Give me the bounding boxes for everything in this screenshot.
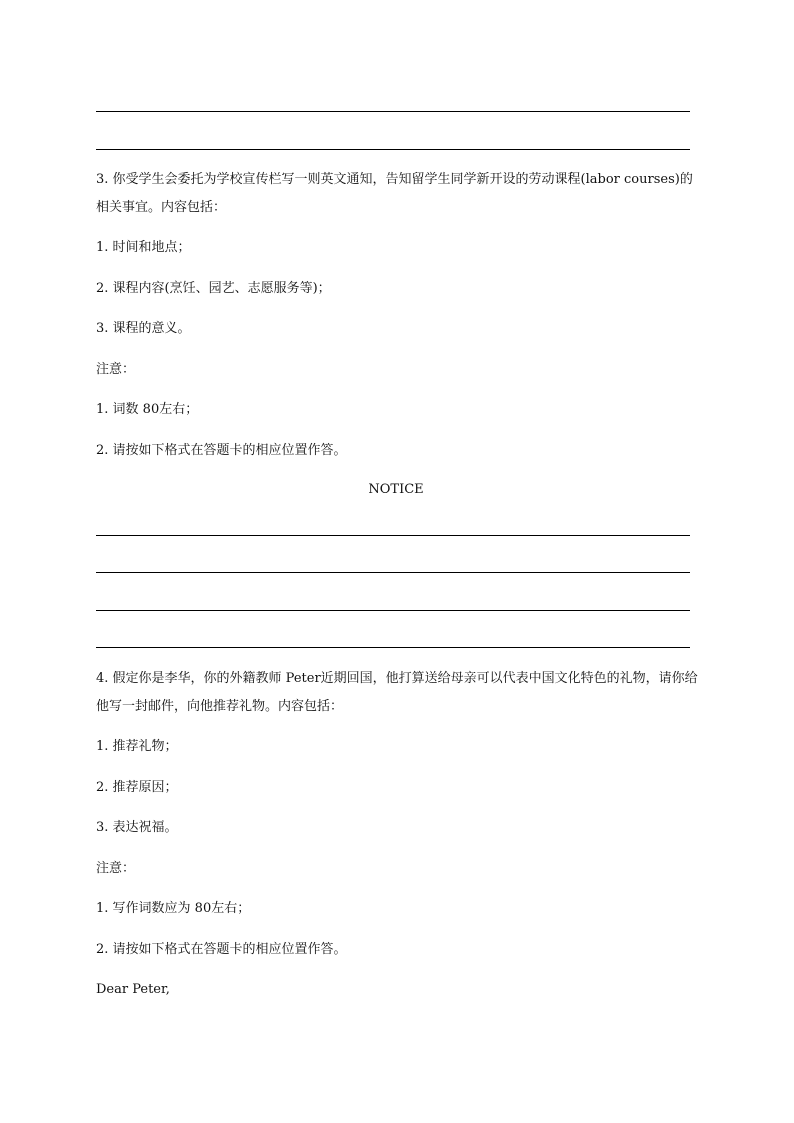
answer-line (96, 647, 690, 648)
answer-line (96, 535, 690, 536)
q3-item-3: 3. 课程的意义。 (96, 321, 191, 336)
q3-item-2: 2. 课程内容(烹饪、园艺、志愿服务等)； (96, 281, 331, 296)
q4-note-label: 注意： (96, 861, 136, 876)
answer-line (96, 149, 690, 150)
q4-item-3: 3. 表达祝福。 (96, 820, 178, 835)
q4-item-2: 2. 推荐原因； (96, 780, 178, 795)
q4-note-2: 2. 请按如下格式在答题卡的相应位置作答。 (96, 942, 347, 957)
q3-note-2: 2. 请按如下格式在答题卡的相应位置作答。 (96, 443, 347, 458)
q3-item-1: 1. 时间和地点； (96, 240, 191, 255)
q4-note-1: 1. 写作词数应为 80左右； (96, 901, 251, 916)
answer-line (96, 572, 690, 573)
letter-salutation: Dear Peter, (96, 982, 170, 997)
q4-prompt: 4. 假定你是李华，你的外籍教师 Peter近期回国，他打算送给母亲可以代表中国文化特色的礼物，请你给他写一封邮件，向他推荐礼物。内容包括： (96, 671, 698, 714)
answer-line (96, 610, 690, 611)
q4-item-1: 1. 推荐礼物； (96, 739, 178, 754)
q3-note-label: 注意： (96, 362, 136, 377)
answer-line (96, 111, 690, 112)
q3-note-1: 1. 词数 80左右； (96, 402, 199, 417)
notice-heading: NOTICE (368, 482, 424, 497)
q3-prompt: 3. 你受学生会委托为学校宣传栏写一则英文通知，告知留学生同学新开设的劳动课程(labor courses)的相关事宜。内容包括： (96, 172, 693, 215)
